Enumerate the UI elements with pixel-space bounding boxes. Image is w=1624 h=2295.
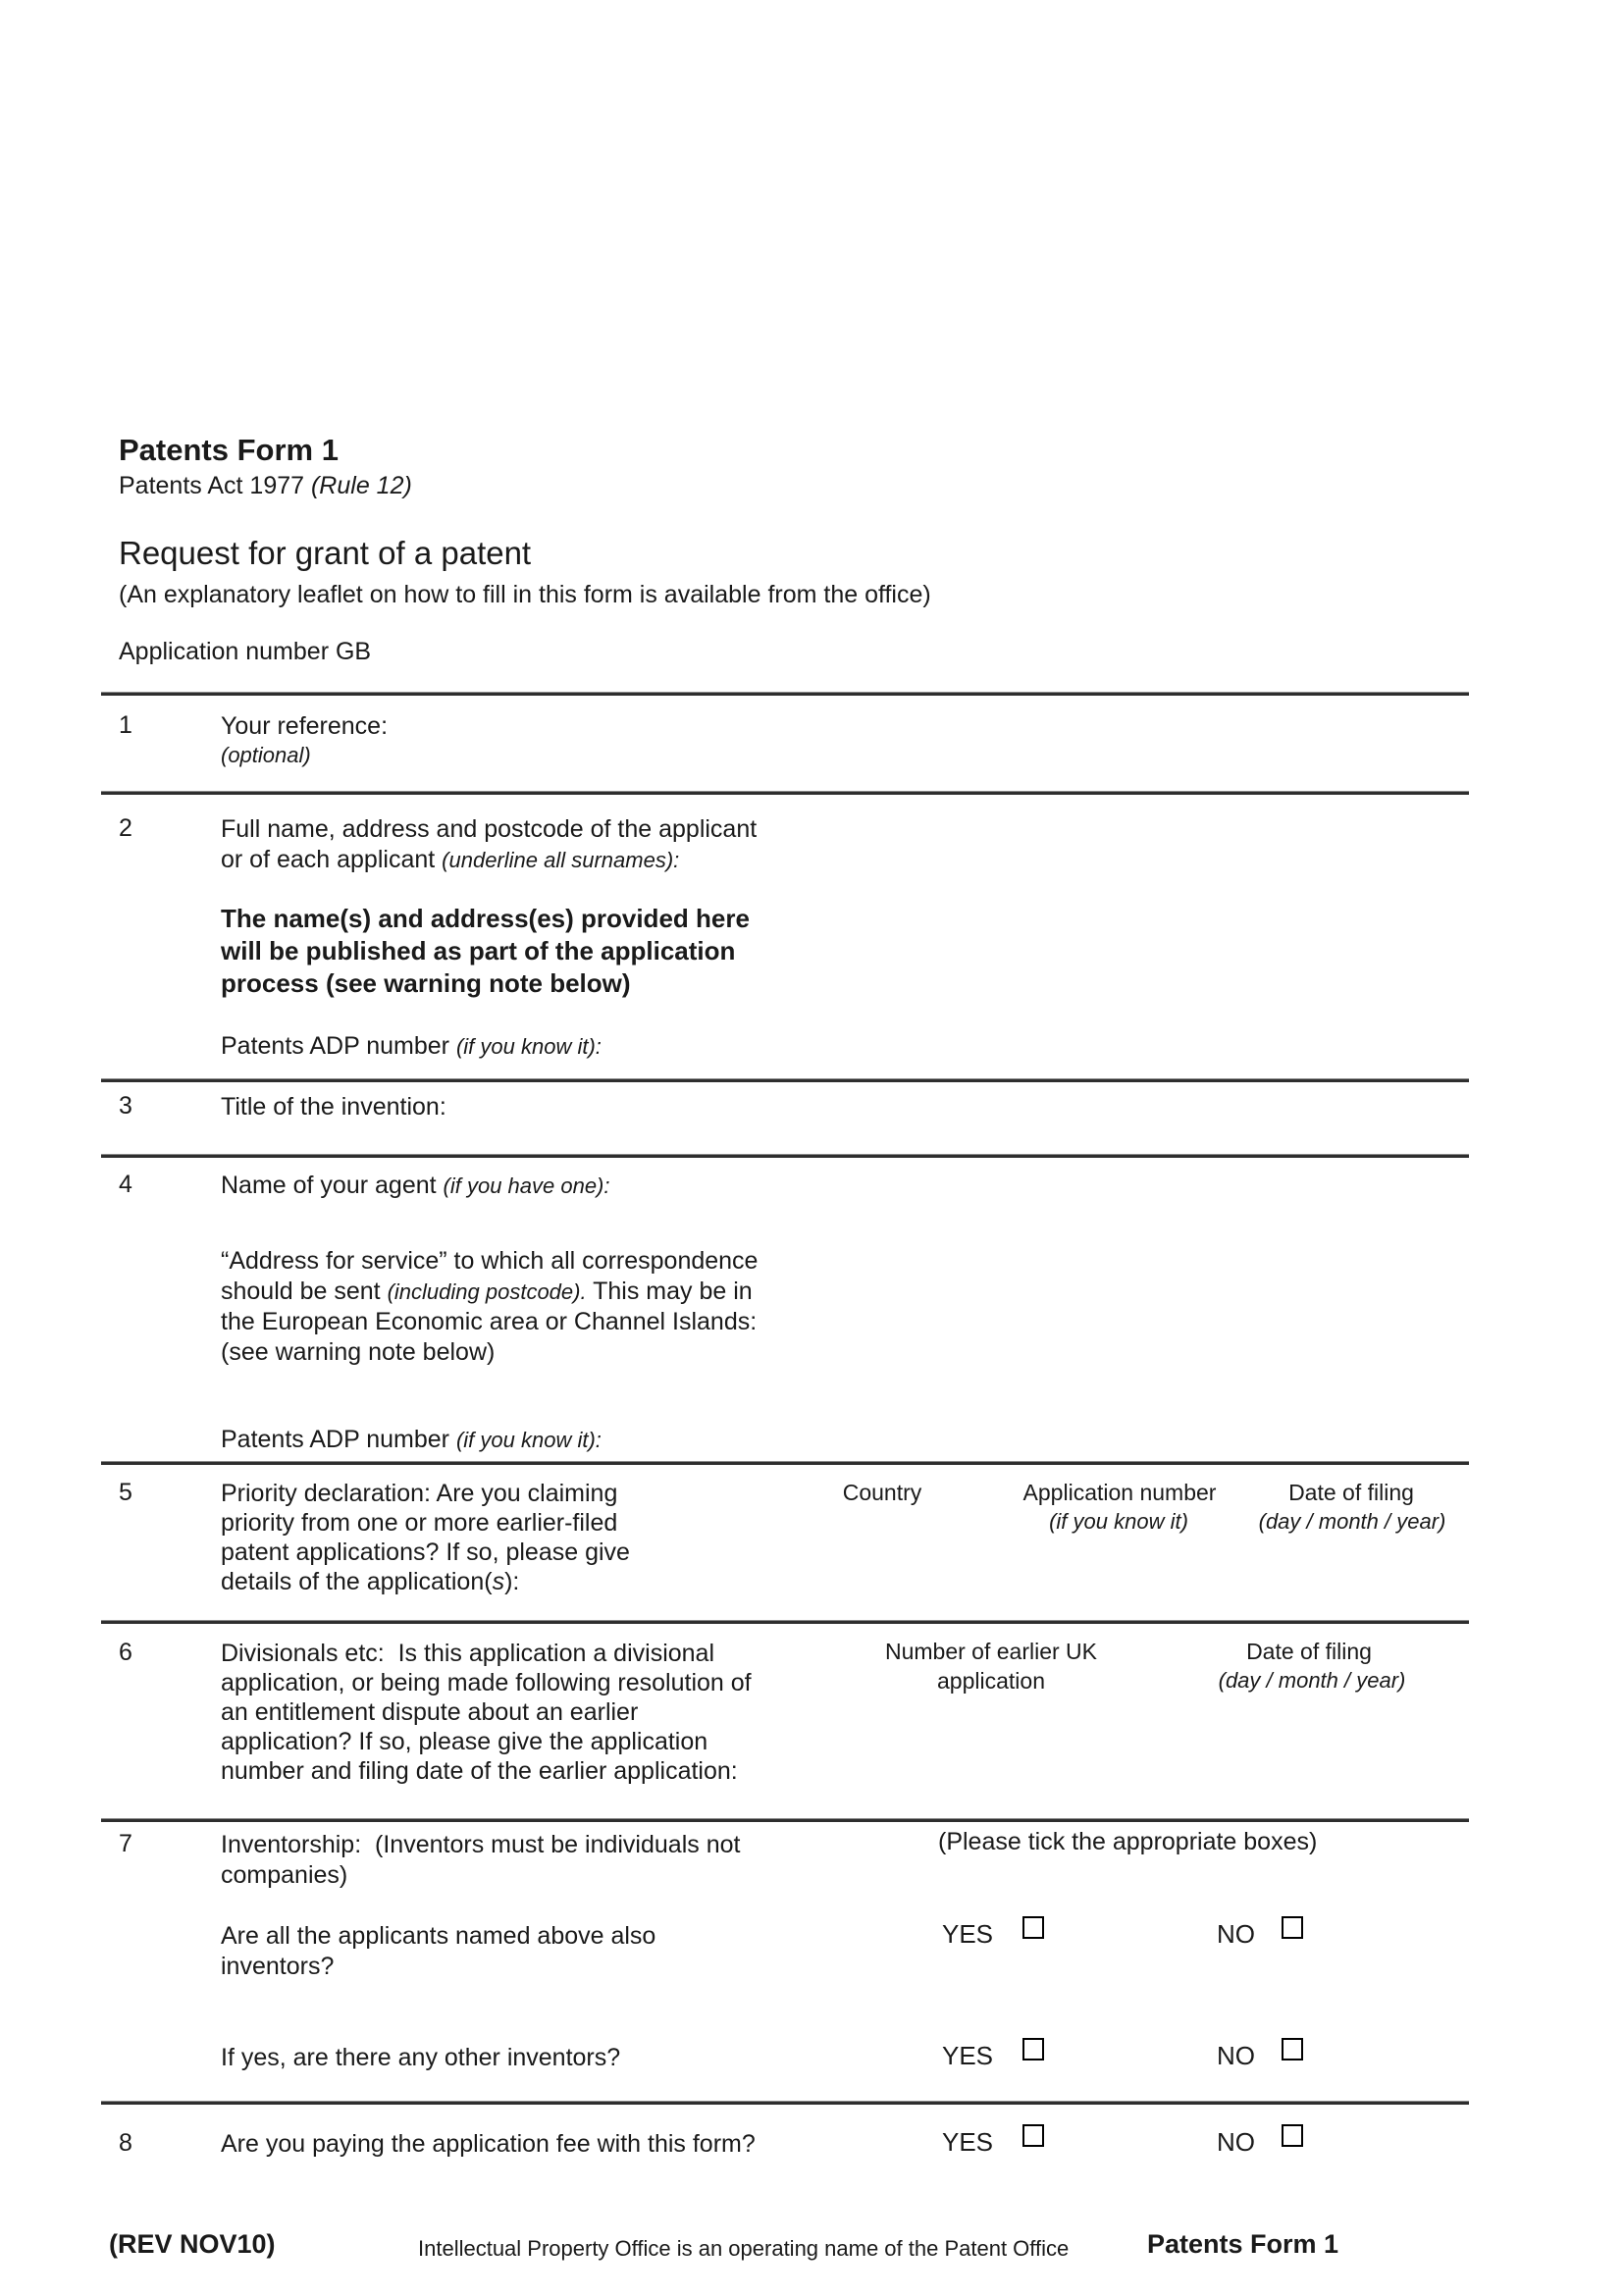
section-rule-4: [101, 1154, 1469, 1158]
section-6-number: 6: [119, 1639, 132, 1666]
publication-warning-line: will be published as part of the application: [221, 936, 736, 965]
q1-yes-checkbox[interactable]: [1022, 1916, 1044, 1939]
tick-boxes-note: (Please tick the appropriate boxes): [938, 1828, 1318, 1855]
divisionals-line: an entitlement dispute about an earlier: [221, 1698, 639, 1726]
fee-no-checkbox[interactable]: [1282, 2124, 1303, 2147]
q2-no-label: NO: [1217, 2041, 1255, 2070]
act-line: [119, 471, 412, 501]
section-5-number: 5: [119, 1479, 132, 1506]
underline-surnames-note: (underline all surnames):: [442, 848, 680, 872]
column-header-country: Country: [842, 1480, 922, 1505]
divisionals-line: number and filing date of the earlier application:: [221, 1757, 738, 1785]
inventorship-label-line2: companies): [221, 1861, 348, 1889]
section-3-number: 3: [119, 1092, 132, 1120]
form-title: Patents Form 1: [119, 433, 339, 467]
agent-name-text: Name of your agent: [221, 1172, 444, 1199]
fee-no-label: NO: [1217, 2127, 1255, 2157]
footer-form-name: Patents Form 1: [1147, 2229, 1339, 2259]
address-for-service-line3: the European Economic area or Channel Islands:: [221, 1308, 758, 1335]
column-header-earlier-uk-application-line2: application: [937, 1668, 1045, 1694]
application-number-label: Application number GB: [119, 638, 372, 665]
q2-yes-label: YES: [942, 2041, 994, 2070]
divisionals-line: Divisionals etc: Is this application a divisional: [221, 1640, 715, 1667]
priority-declaration-text: [221, 1479, 630, 1596]
priority-declaration-line: Priority declaration: Are you claiming: [221, 1480, 618, 1507]
adp-if-you-know-it-note: (if you know it):: [455, 1428, 602, 1452]
column-header-date-of-filing: Date of filing: [1288, 1480, 1414, 1505]
act-line-prefix: Patents Act 1977: [119, 472, 311, 499]
section-rule-3: [101, 1078, 1469, 1082]
q1-no-label: NO: [1217, 1919, 1255, 1949]
address-for-service-line4: (see warning note below): [221, 1338, 496, 1366]
applicants-also-inventors-question-line2: inventors?: [221, 1953, 335, 1980]
publication-warning-line: process (see warning note below): [221, 968, 631, 998]
adp-label-text: Patents ADP number: [221, 1426, 456, 1453]
applicant-details-line2-text: or of each applicant: [221, 846, 443, 873]
column-header-earlier-uk-application-line1: Number of earlier UK: [884, 1639, 1098, 1664]
including-postcode-note: (including postcode).: [387, 1279, 587, 1304]
divisionals-line: application? If so, please give the application: [221, 1728, 708, 1755]
priority-declaration-line: priority from one or more earlier-filed: [221, 1509, 618, 1537]
applicants-also-inventors-question-line1: Are all the applicants named above also: [221, 1922, 656, 1950]
adp-if-you-know-it-note: (if you know it):: [455, 1034, 602, 1059]
if-you-have-one-note: (if you have one):: [443, 1174, 610, 1198]
section-rule-1: [101, 692, 1469, 696]
section-rule-8: [101, 2101, 1469, 2105]
address-line2-text-a: should be sent: [221, 1278, 388, 1305]
section-8-number: 8: [119, 2129, 132, 2157]
request-note: (An explanatory leaflet on how to fill in this form is available from the office): [119, 581, 931, 608]
priority-line4-text: details of the application(: [221, 1568, 493, 1595]
inventorship-label-line1: Inventorship: (Inventors must be individuals not: [221, 1831, 741, 1858]
publication-warning-line: The name(s) and address(es) provided here: [221, 904, 750, 933]
section-rule-7: [101, 1818, 1469, 1822]
priority-declaration-line: [221, 1567, 630, 1596]
application-number-note: (if you know it): [1049, 1509, 1188, 1534]
address-for-service-line2: [221, 1277, 758, 1307]
date-of-filing-note: (day / month / year): [1218, 1668, 1406, 1693]
application-s-italic: s: [492, 1568, 505, 1595]
applicant-details-label-line1: Full name, address and postcode of the applicant: [221, 815, 758, 843]
section-7-number: 7: [119, 1830, 132, 1857]
fee-question-label: Are you paying the application fee with this form?: [221, 2130, 756, 2158]
priority-declaration-line: patent applications? If so, please give: [221, 1539, 630, 1566]
priority-line4-close: ):: [504, 1568, 520, 1595]
section-rule-6: [101, 1620, 1469, 1624]
agent-adp-number-label: [221, 1425, 602, 1455]
publication-warning: [221, 903, 750, 1000]
footer-revision: (REV NOV10): [109, 2229, 276, 2259]
title-of-invention-label: Title of the invention:: [221, 1093, 446, 1121]
other-inventors-question: If yes, are there any other inventors?: [221, 2044, 621, 2071]
agent-name-label: [221, 1171, 610, 1201]
address-for-service-text: [221, 1246, 758, 1368]
column-header-application-number: Application number: [1022, 1480, 1217, 1505]
q1-no-checkbox[interactable]: [1282, 1916, 1303, 1939]
divisionals-line: application, or being made following resolution of: [221, 1669, 752, 1696]
applicant-adp-number-label: [221, 1031, 602, 1062]
act-line-rule: (Rule 12): [310, 472, 412, 499]
section-2-number: 2: [119, 814, 132, 842]
adp-label-text: Patents ADP number: [221, 1032, 456, 1060]
request-title: Request for grant of a patent: [119, 535, 532, 571]
column-header-date-of-filing: Date of filing: [1246, 1639, 1372, 1664]
q1-yes-label: YES: [942, 1919, 994, 1949]
section-1-number: 1: [119, 711, 132, 739]
your-reference-label: Your reference:: [221, 712, 389, 740]
divisionals-text: [221, 1639, 752, 1786]
section-rule-2: [101, 791, 1469, 795]
fee-yes-checkbox[interactable]: [1022, 2124, 1044, 2147]
q2-no-checkbox[interactable]: [1282, 2038, 1303, 2060]
q2-yes-checkbox[interactable]: [1022, 2038, 1044, 2060]
fee-yes-label: YES: [942, 2127, 994, 2157]
footer-operating-name: Intellectual Property Office is an operating name of the Patent Office: [418, 2236, 1070, 2261]
address-for-service-line1: “Address for service” to which all correspondence: [221, 1247, 759, 1275]
applicant-details-label-line2: [221, 845, 679, 875]
section-rule-5: [101, 1461, 1469, 1465]
address-line2-text-b: This may be in: [586, 1278, 753, 1305]
section-4-number: 4: [119, 1171, 132, 1198]
optional-note: (optional): [221, 743, 311, 767]
date-of-filing-note: (day / month / year): [1258, 1509, 1446, 1534]
